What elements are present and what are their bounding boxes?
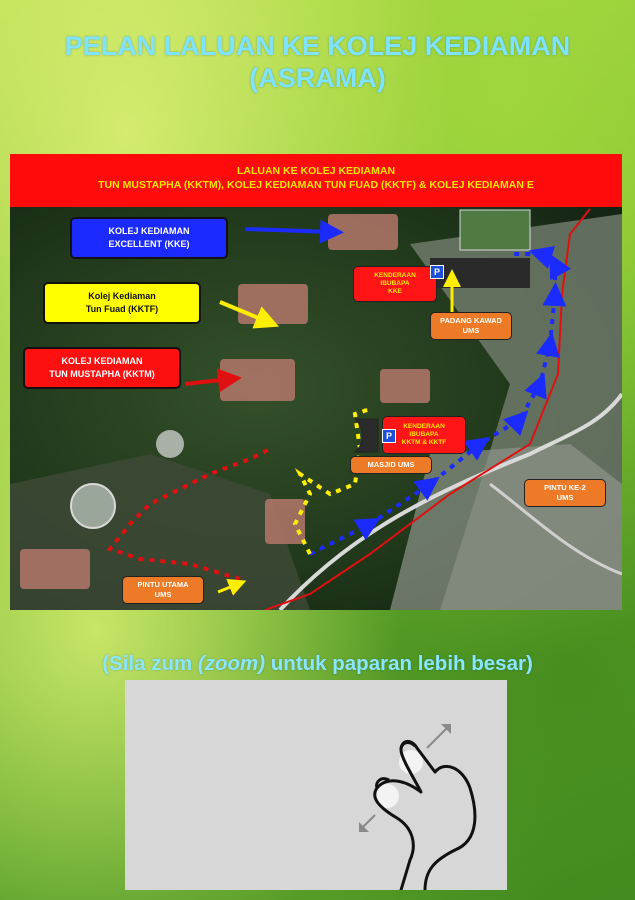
parent-kktm-line-2: IBUBAPA xyxy=(409,431,439,438)
pintu-utama-line-2: UMS xyxy=(154,590,172,599)
parking-icon: P xyxy=(430,265,444,279)
label-kktm-line-2: TUN MUSTAPHA (KKTM) xyxy=(49,369,155,379)
label-kktf xyxy=(43,282,201,324)
pintu-utama-line-1: PINTU UTAMA xyxy=(137,580,189,589)
parent-kktm-line-1: KENDERAAN xyxy=(403,423,445,430)
label-masjid xyxy=(350,456,432,474)
route-map-image[interactable] xyxy=(10,154,622,610)
label-kke-line-2: EXCELLENT (KKE) xyxy=(108,239,190,249)
pintu2-line-1: PINTU KE-2 xyxy=(544,483,586,492)
label-parent-vehicle-kke xyxy=(353,266,437,302)
label-kke-line-1: KOLEJ KEDIAMAN xyxy=(108,226,190,236)
parent-kktm-line-3: KKTM & KKTF xyxy=(401,439,447,446)
parent-kke-line-1: KENDERAAN xyxy=(374,272,416,279)
label-kktm-line-1: KOLEJ KEDIAMAN xyxy=(61,356,143,366)
title-line-2: (ASRAMA) xyxy=(249,63,386,93)
zoom-italic: (zoom) xyxy=(197,652,266,675)
gesture-panel xyxy=(125,680,507,890)
pinch-zoom-gesture-icon xyxy=(125,680,507,890)
label-kktm xyxy=(23,347,181,389)
title-line-1: PELAN LALUAN KE KOLEJ KEDIAMAN xyxy=(64,31,571,61)
label-kke xyxy=(70,217,228,259)
parent-kke-line-2: IBUBAPA xyxy=(380,280,410,287)
zoom-prefix: (Sila zum xyxy=(102,652,198,675)
label-pintu-utama xyxy=(122,576,204,604)
padang-line-1: PADANG KAWAD xyxy=(440,316,502,325)
map-banner xyxy=(10,154,622,207)
page-title xyxy=(0,30,635,94)
pintu2-line-2: UMS xyxy=(556,493,574,502)
label-pintu-ke-2 xyxy=(524,479,606,507)
banner-line-1: LALUAN KE KOLEJ KEDIAMAN xyxy=(236,165,396,177)
padang-line-2: UMS xyxy=(462,326,480,335)
parent-kke-line-3: KKE xyxy=(388,288,402,295)
label-kktf-line-1: Kolej Kediaman xyxy=(88,291,156,301)
banner-line-2: TUN MUSTAPHA (KKTM), KOLEJ KEDIAMAN TUN FUAD (KKTF) & KOLEJ KEDIAMAN E xyxy=(98,179,534,191)
parking-icon-2: P xyxy=(382,429,396,443)
label-kktf-line-2: Tun Fuad (KKTF) xyxy=(85,304,159,314)
zoom-suffix: untuk paparan lebih besar) xyxy=(265,652,533,675)
label-padang-kawad xyxy=(430,312,512,340)
masjid-text: MASJID UMS xyxy=(367,460,415,469)
zoom-instruction xyxy=(0,652,635,676)
